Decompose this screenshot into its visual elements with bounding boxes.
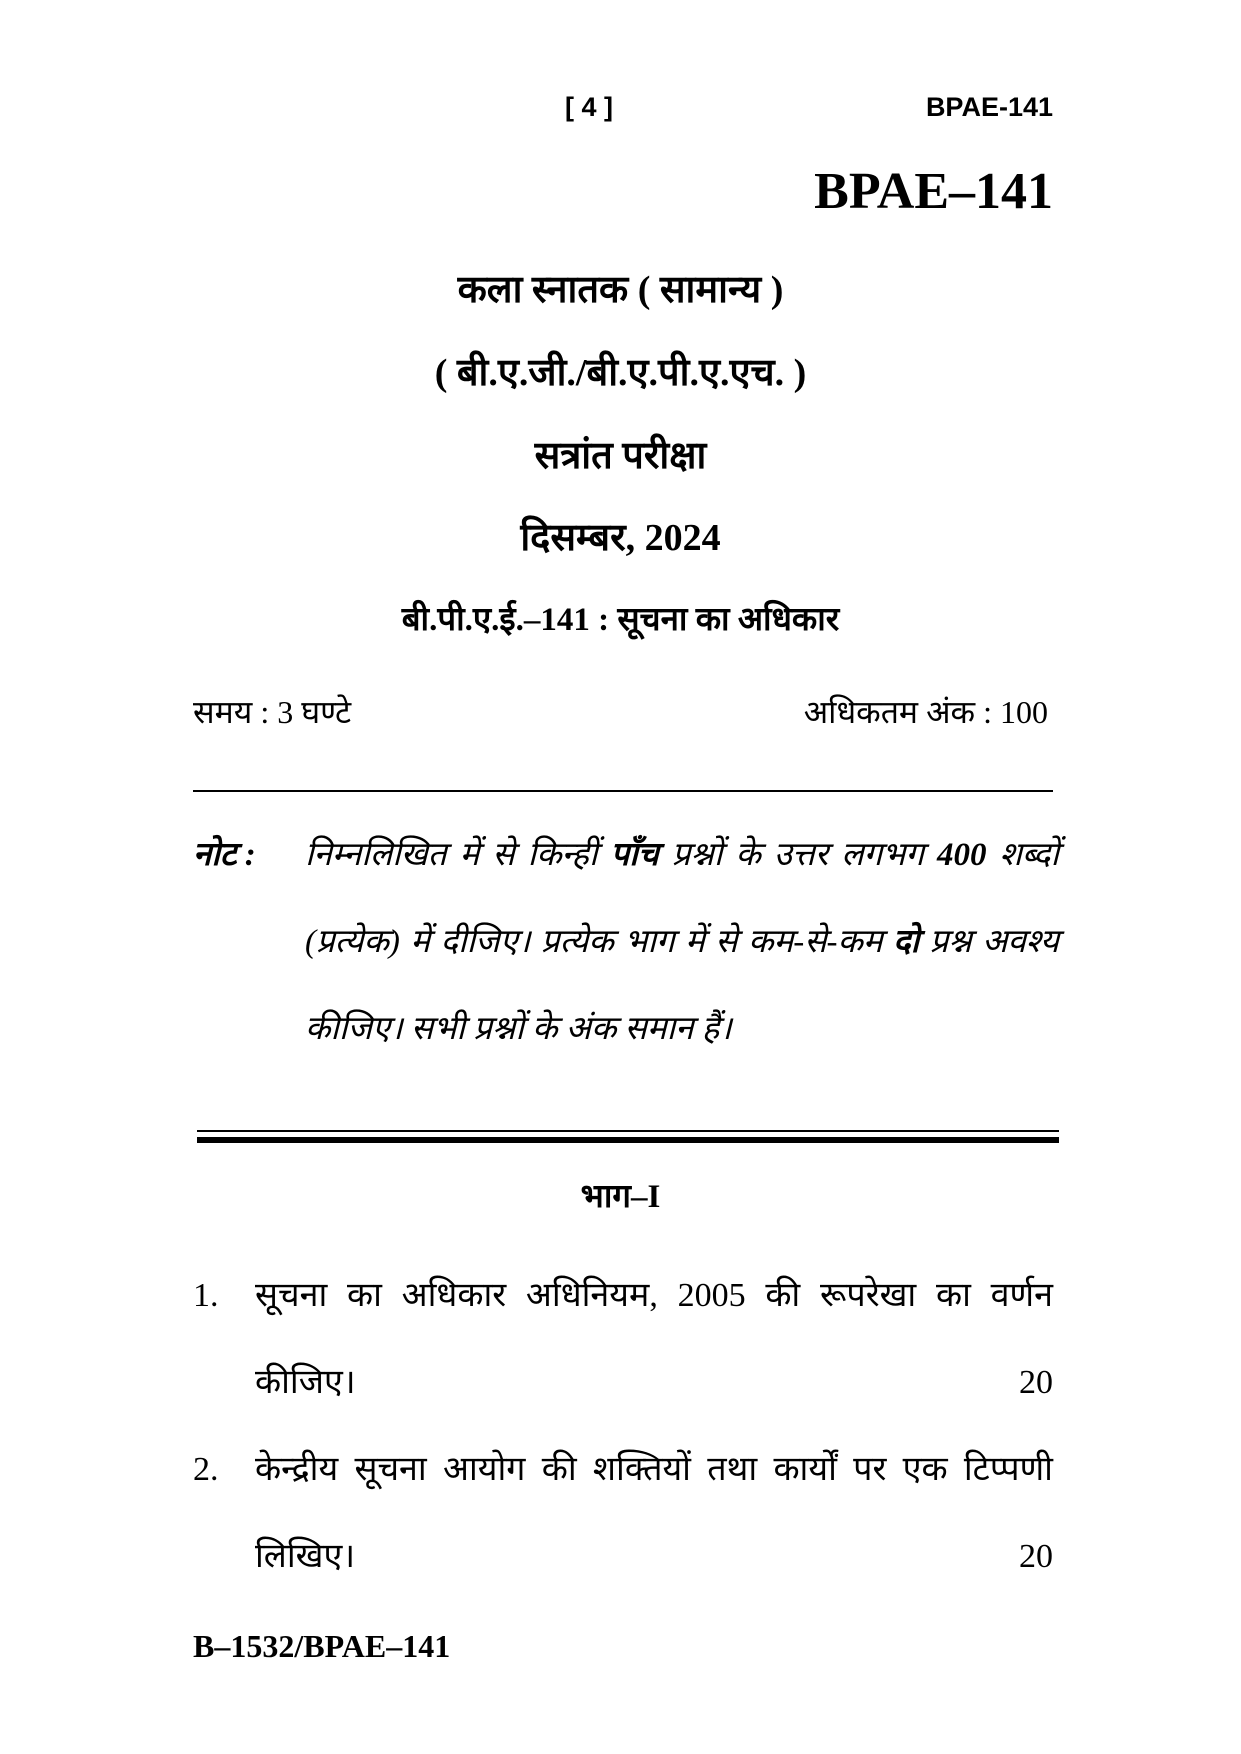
course-code-title: BPAE–141 (814, 163, 1053, 220)
maximum-marks: अधिकतम अंक : 100 (803, 694, 1048, 730)
question-marks: 20 (1019, 1538, 1053, 1575)
double-divider-thick (197, 1137, 1059, 1143)
divider (193, 790, 1053, 792)
double-divider-thin (197, 1130, 1059, 1132)
question-item (193, 1252, 1053, 1426)
question-number: 2. (193, 1451, 219, 1488)
note-text: शब्दों (प्रत्येक) में दीजिए। प्रत्येक भाग में से कम-से-कम (305, 837, 1059, 960)
question-marks: 20 (1019, 1364, 1053, 1401)
section-heading: भाग–I (580, 1179, 661, 1215)
note-emphasis: पाँच (610, 837, 659, 873)
note-text: निम्नलिखित में से किन्हीं (305, 837, 611, 873)
footer-code: B–1532/BPAE–141 (193, 1628, 451, 1664)
question-text: केन्द्रीय सूचना आयोग की शक्तियों तथा कार्यों पर एक टिप्पणी लिखिए। (255, 1451, 1053, 1575)
note-label: नोट : (193, 837, 256, 873)
question-item (193, 1426, 1053, 1600)
question-number: 1. (193, 1277, 219, 1314)
course-title: बी.पी.ए.ई.–141 : सूचना का अधिकार (401, 602, 840, 638)
note-emphasis: 400 (936, 837, 987, 873)
page-number: [ 4 ] (565, 92, 614, 122)
instructions-note (193, 812, 1059, 1073)
note-body (305, 812, 1059, 1073)
programme-title: कला स्नातक ( सामान्य ) (457, 269, 784, 311)
note-text: प्रश्नों के उत्तर लगभग (658, 837, 937, 873)
exam-type: सत्रांत परीक्षा (534, 435, 707, 477)
exam-date: दिसम्बर, 2024 (520, 517, 721, 559)
header-course-code: BPAE-141 (925, 92, 1053, 122)
question-text: सूचना का अधिकार अधिनियम, 2005 की रूपरेखा का वर्णन कीजिए। (255, 1277, 1053, 1401)
note-emphasis: दो (893, 924, 920, 960)
programme-codes: ( बी.ए.जी./बी.ए.पी.ए.एच. ) (434, 352, 807, 394)
note-text: प्रश्न अवश्य कीजिए। सभी प्रश्नों के अंक समान हैं। (305, 924, 1059, 1047)
time-allowed: समय : 3 घण्टे (193, 694, 352, 730)
